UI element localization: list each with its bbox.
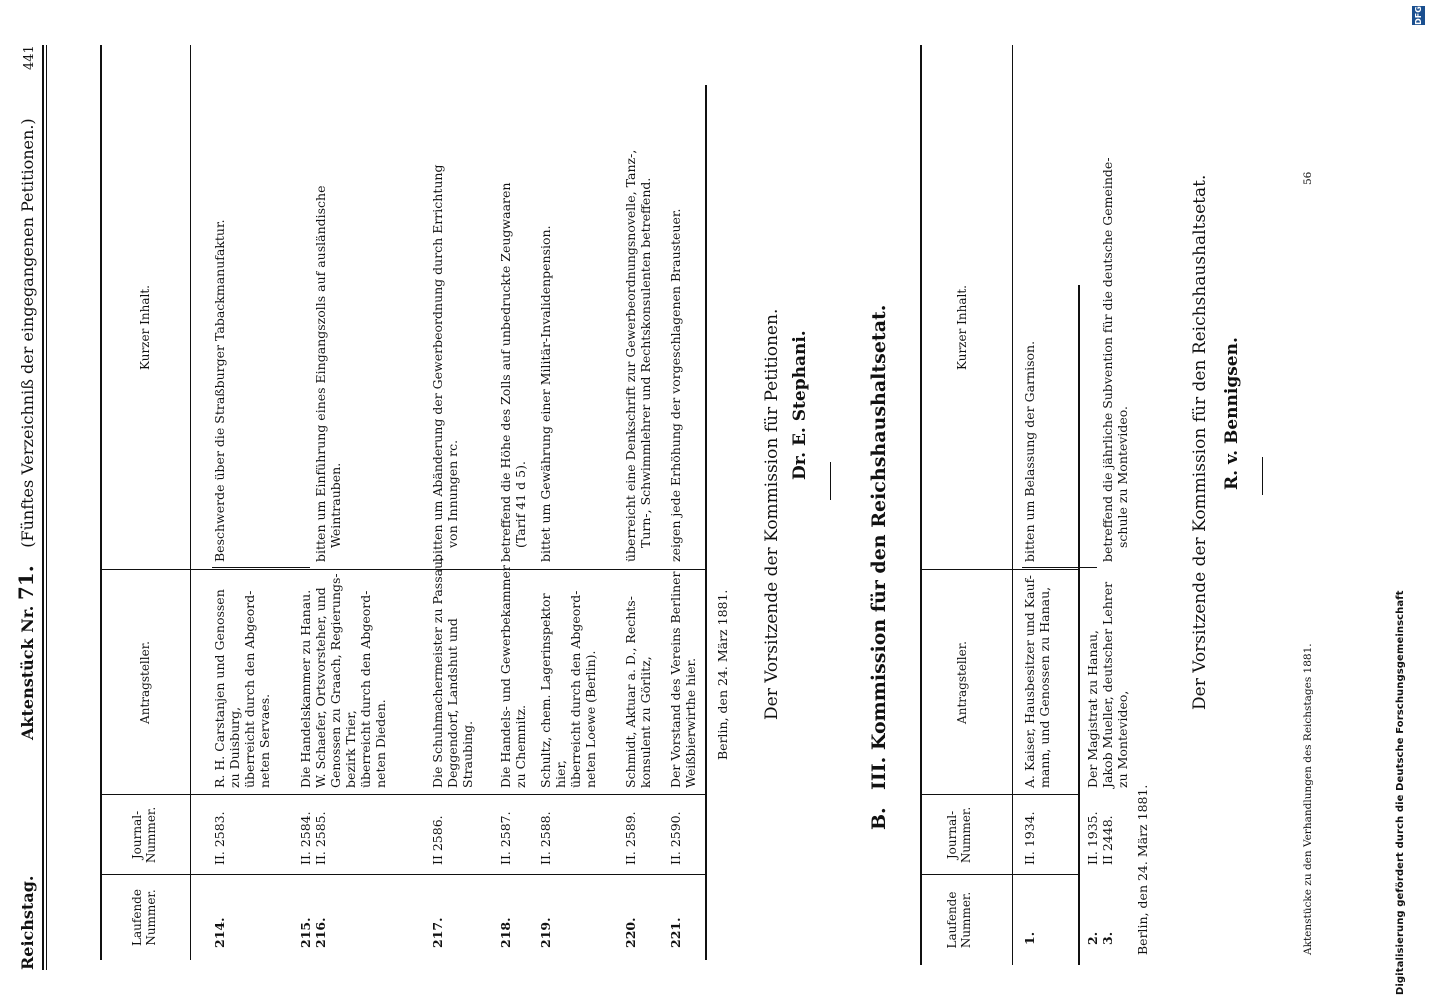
header-number: 71. <box>14 565 38 601</box>
table1-row-inhalt-line: überreicht eine Denkschrift zur Gewerbeordnungsnovelle, Tanz-, <box>623 149 638 562</box>
table1-row-inhalt-line: Weintrauben. <box>328 462 343 548</box>
table1-row-inhalt-line: Beschwerde über die Straßburger Tabackmanufaktur. <box>212 219 227 562</box>
table2-row-antragsteller-line: mann, und Genossen zu Hanau, <box>1037 586 1052 788</box>
dfg-watermark: Digitalisierung gefördert durch die Deutsche Forschungsgemeinschaft <box>1395 590 1406 995</box>
table2-header-lfd: Laufende Nummer. <box>945 891 973 949</box>
table1-signature-name: Dr. E. Stephani. <box>790 330 810 480</box>
table1-row-lfd: 216. <box>313 917 328 948</box>
table1-top-rule <box>100 45 102 960</box>
table2-row-antragsteller-line: Der Magistrat zu Hanau, <box>1085 630 1100 788</box>
table2-row-lfd: 2. <box>1085 931 1100 945</box>
table1-row-inhalt-line: bittet um Gewährung einer Militär-Invalidenpension. <box>538 225 553 562</box>
table1-row-antragsteller-line: neten Dieden. <box>373 699 388 788</box>
table1-row-inhalt-line: bitten um Einführung eines Eingangszolls auf ausländische <box>313 185 328 562</box>
table1-row-antragsteller-line: Die Handelskammer zu Hanau. <box>298 589 313 788</box>
table1-row-antragsteller-line: Schultz, chem. Lagerinspektor <box>538 593 553 788</box>
table1-row-antragsteller-line: Deggendorf, Landshut und <box>445 618 460 788</box>
table2-signature-title: Der Vorsitzende der Kommission für den Reichshaushaltsetat. <box>1190 174 1210 710</box>
table1-row-antragsteller-line: Die Handels- und Gewerbekammer <box>498 565 513 788</box>
header-title: (Fünftes Verzeichniß der eingegangenen Petitionen.) <box>18 118 37 548</box>
section-letter: B. <box>868 807 890 830</box>
table1-row-inhalt-line: (Tarif 41 d 5). <box>513 461 528 548</box>
table1-header-journal: Journal-Nummer. <box>130 806 158 864</box>
table1-row-journal: II. 2588. <box>538 811 553 865</box>
table1-header-antrag: Antragsteller. <box>138 641 152 724</box>
table1-row-antragsteller-line: Straubing. <box>460 720 475 788</box>
page-number: 441 <box>22 45 37 70</box>
table1-row-inhalt-line: betreffend die Höhe des Zolls auf unbedruckte Zeugwaaren <box>498 182 513 562</box>
table2-row-inhalt-line: bitten um Belassung der Garnison. <box>1022 340 1037 562</box>
table2-divider-2 <box>920 794 1078 795</box>
table1-separator <box>830 462 831 500</box>
table1-row-inhalt-line: bitten um Abänderung der Gewerbeordnung durch Errichtung <box>430 164 445 562</box>
table1-row-antragsteller-line: zu Duisburg, <box>227 706 242 788</box>
table2-header-journal: Journal-Nummer. <box>945 806 973 864</box>
table1-row-inhalt-line: von Innungen rc. <box>445 439 460 548</box>
table2-row-lfd: 1. <box>1022 931 1037 945</box>
table1-row-lfd: 219. <box>538 917 553 948</box>
table2-header-inhalt: Kurzer Inhalt. <box>955 285 969 370</box>
table2-divider-3 <box>920 569 1078 570</box>
table1-bottom-rule <box>705 85 707 960</box>
table2-header-antrag: Antragsteller. <box>955 641 969 724</box>
table1-row-lfd: 215. <box>298 917 313 948</box>
table2-separator <box>1262 457 1263 495</box>
footer-left: Aktenstücke zu den Verhandlungen des Reichstages 1881. <box>1302 643 1314 955</box>
table1-row-lfd: 221. <box>668 917 683 948</box>
table1-row-antragsteller-line: konsulent zu Görlitz, <box>638 656 653 788</box>
table1-row-lfd: 218. <box>498 917 513 948</box>
table1-row-lfd: 220. <box>623 917 638 948</box>
table1-row-antragsteller-line: bezirk Trier, <box>343 710 358 788</box>
header-left: Reichstag. <box>18 875 37 970</box>
table1-header-lfd: Laufende Nummer. <box>130 889 158 946</box>
table1-row-antragsteller-line: hier, <box>553 759 568 788</box>
table1-row-antragsteller-line: Der Vorstand des Vereins Berliner <box>668 571 683 788</box>
table2-date: Berlin, den 24. März 1881. <box>1135 784 1150 955</box>
table1-row-antragsteller-line: neten Loewe (Berlin). <box>583 650 598 788</box>
table1-row-journal: II. 2587. <box>498 811 513 865</box>
table1-divider-2 <box>100 794 705 795</box>
table2-row-journal: II 2448. <box>1100 815 1115 865</box>
table1-bracket <box>212 567 310 568</box>
section-title: III. Kommission für den Reichshaushaltsetat. <box>868 304 890 790</box>
table1-row-journal: II. 2584. <box>298 811 313 865</box>
table2-row-journal: II. 1935. <box>1085 811 1100 865</box>
table1-row-journal: II. 2590. <box>668 811 683 865</box>
table2-row-inhalt-line: schule zu Montevideo. <box>1115 405 1130 548</box>
table2-row-journal: II. 1934. <box>1022 811 1037 865</box>
table1-row-journal: II 2586. <box>430 815 445 865</box>
table1-divider-1 <box>100 874 705 875</box>
table2-row-lfd: 3. <box>1100 931 1115 945</box>
table1-row-antragsteller-line: R. H. Carstanjen und Genossen <box>212 589 227 788</box>
table2-signature-name: R. v. Bennigsen. <box>1222 337 1242 490</box>
dfg-logo-icon: DFG <box>1414 6 1423 25</box>
table1-row-inhalt-line: Turn-, Schwimmlehrer und Rechtskonsulenten betreffend. <box>638 177 653 548</box>
table1-row-antragsteller-line: überreicht durch den Abgeord- <box>568 590 583 788</box>
table1-row-antragsteller-line: W. Schaefer, Ortsvorsteher, und <box>313 587 328 788</box>
table2-bottom-rule <box>1078 285 1080 965</box>
table1-row-journal: II. 2585. <box>313 811 328 865</box>
table1-row-antragsteller-line: Schmidt, Aktuar a. D., Rechts- <box>623 596 638 788</box>
table1-row-lfd: 214. <box>212 917 227 948</box>
table1-date: Berlin, den 24. März 1881. <box>715 589 730 760</box>
table1-header-rule <box>190 45 191 960</box>
table2-row-inhalt-line: betreffend die jährliche Subvention für die deutsche Gemeinde- <box>1100 157 1115 562</box>
table1-row-antragsteller-line: Die Schuhmachermeister zu Passau, <box>430 556 445 788</box>
table1-signature-title: Der Vorsitzende der Kommission für Petitionen. <box>762 308 782 720</box>
table1-row-antragsteller-line: neten Servaes. <box>257 693 272 788</box>
header-center <box>14 118 38 740</box>
header-prefix: Aktenstück Nr. <box>18 605 37 740</box>
header-rule-thin <box>46 45 47 970</box>
header-rule <box>42 45 44 970</box>
table2-top-rule <box>920 45 922 965</box>
table2-header-rule <box>1012 45 1013 965</box>
table1-row-lfd: 217. <box>430 917 445 948</box>
table1-row-journal: II. 2583. <box>212 811 227 865</box>
table1-row-journal: II. 2589. <box>623 811 638 865</box>
table1-row-antragsteller-line: Weißbierwirthe hier. <box>683 657 698 788</box>
table1-row-antragsteller-line: zu Chemnitz. <box>513 704 528 788</box>
table1-row-inhalt-line: zeigen jede Erhöhung der vorgeschlagenen Brausteuer. <box>668 208 683 562</box>
table1-row-antragsteller-line: überreicht durch den Abgeord- <box>358 590 373 788</box>
footer-right: 56 <box>1302 171 1314 185</box>
table2-row-antragsteller-line: zu Montevideo, <box>1115 690 1130 788</box>
table2-bracket <box>1022 567 1097 568</box>
table2-row-antragsteller-line: A. Kaiser, Hausbesitzer und Kauf- <box>1022 574 1037 788</box>
table2-row-antragsteller-line: Jakob Mueller, deutscher Lehrer <box>1100 581 1115 788</box>
table1-header-inhalt: Kurzer Inhalt. <box>138 285 152 370</box>
table2-divider-1 <box>920 874 1078 875</box>
table1-row-antragsteller-line: überreicht durch den Abgeord- <box>242 590 257 788</box>
table1-row-antragsteller-line: Genossen zu Graach, Regierungs- <box>328 573 343 788</box>
table1-divider-3 <box>100 569 705 570</box>
